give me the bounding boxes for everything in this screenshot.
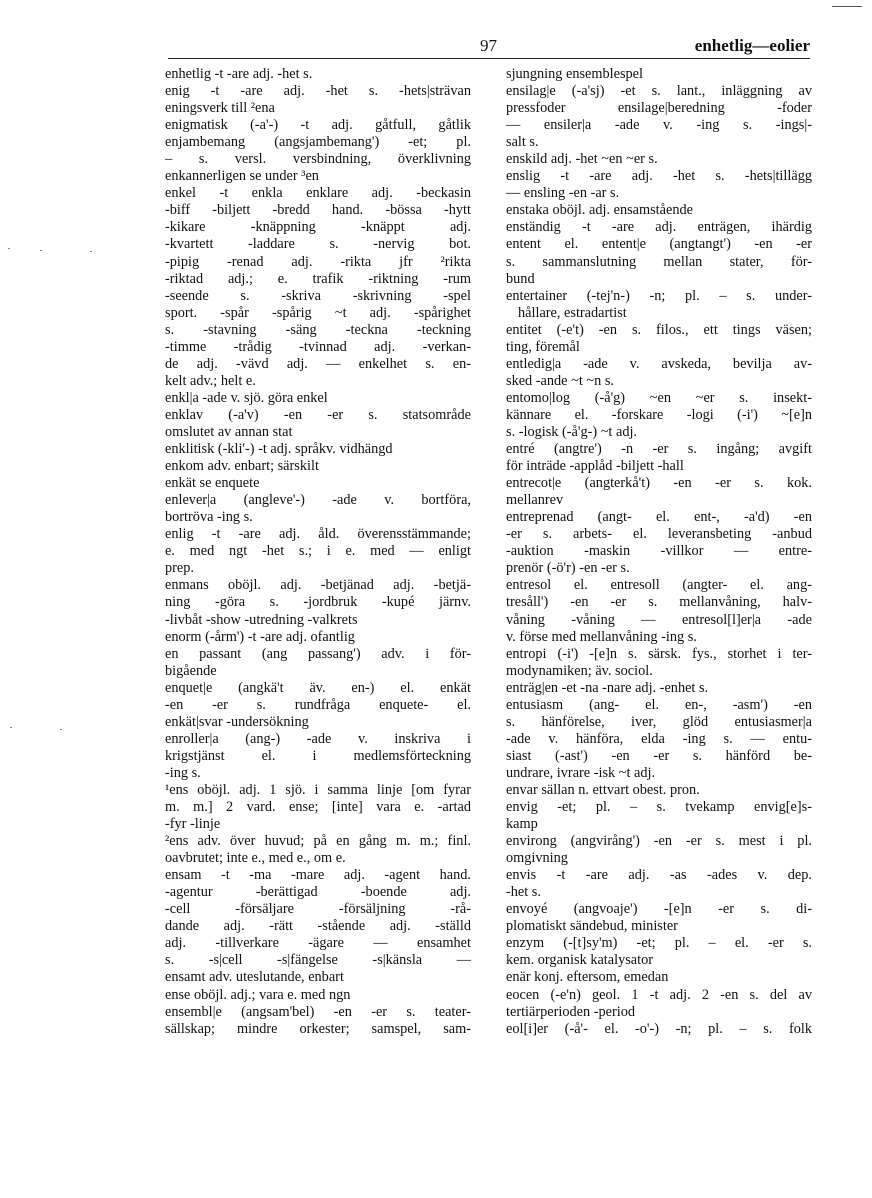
dictionary-line: enmans oböjl. adj. -betjänad adj. -betjä- (165, 577, 471, 594)
dictionary-line: — ensling -en -ar s. (506, 185, 620, 202)
dictionary-line: mellanrev (506, 492, 564, 509)
scan-speck (8, 248, 10, 249)
dictionary-line: enjambemang (angsjambemang') -et; pl. (165, 134, 471, 151)
dictionary-line: entropi (-i') -[e]n s. särsk. fys., storhet i ter- (506, 645, 812, 662)
dictionary-line: enkät|svar -undersökning (165, 713, 309, 730)
dictionary-line: omgivning (506, 850, 568, 867)
dictionary-line: enslig -t -are adj. -het s. -hets|tillägg (506, 168, 812, 185)
dictionary-line: -agentur -berättigad -boende adj. (165, 884, 471, 901)
dictionary-line: kem. organisk katalysator (506, 952, 654, 969)
dictionary-line: ensilag|e (-a'sj) -et s. lant., inläggning av (506, 83, 812, 100)
dictionary-line: -kvartett -laddare s. -nervig bot. (165, 236, 471, 253)
dictionary-line: e. med ngt -het s.; i e. med — enligt (165, 543, 471, 560)
scan-speck (40, 250, 42, 251)
running-head: enhetlig—eolier (694, 36, 810, 55)
dictionary-line: enorm (-årm') -t -are adj. ofantlig (165, 628, 355, 645)
dictionary-line: krigstjänst el. i medlemsförteckning (165, 747, 471, 764)
dictionary-line: tresåll') -en -er s. mellanvåning, halv- (506, 594, 812, 611)
dictionary-line: plomatiskt sändebud, minister (506, 918, 678, 935)
dictionary-line: envoyé (angvoaje') -[e]n -er s. di- (506, 901, 812, 918)
dictionary-line: pressfoder ensilage|beredning -foder (506, 100, 812, 117)
dictionary-line: -kikare -knäppning -knäppt adj. (165, 219, 471, 236)
dictionary-line: för inträde -applåd -biljett -hall (506, 458, 684, 475)
dictionary-line: – s. versl. versbindning, överklivning (165, 151, 471, 168)
dictionary-line: modynamiken; äv. sociol. (506, 662, 653, 679)
dictionary-line: ning -göra s. -jordbruk -kupé järnv. (165, 594, 471, 611)
dictionary-line: siast (-ast') -en -er s. hänförd be- (506, 747, 812, 764)
dictionary-line: environg (angvirång') -en -er s. mest i pl. (506, 833, 812, 850)
dictionary-line: bortröva -ing s. (165, 509, 253, 526)
dictionary-line: envar sällan n. ettvart obest. pron. (506, 781, 700, 798)
left-column (165, 66, 471, 1038)
dictionary-line: -het s. (506, 884, 541, 901)
dictionary-line: enklav (-a'v) -en -er s. statsområde (165, 406, 471, 423)
dictionary-line: entomo|log (-å'g) ~en ~er s. insekt- (506, 389, 812, 406)
dictionary-line: -ing s. (165, 764, 201, 781)
dictionary-line: -seende s. -skriva -skrivning -spel (165, 287, 471, 304)
dictionary-line: entitet (-e't) -en s. filos., ett tings väsen; (506, 321, 812, 338)
right-column (506, 66, 812, 1038)
dictionary-line: enklitisk (-kli'-) -t adj. språkv. vidhängd (165, 441, 393, 458)
dictionary-line: -timme -trådig -tvinnad adj. -verkan- (165, 338, 471, 355)
dictionary-line: -biff -biljett -bredd hand. -bössa -hytt (165, 202, 471, 219)
dictionary-line: kamp (506, 816, 538, 833)
dictionary-line: m. m.] 2 vard. ense; [inte] vara e. -artad (165, 799, 471, 816)
dictionary-line: s. hänförelse, iver, glöd entusiasmer|a (506, 713, 812, 730)
dictionary-line: enstaka oböjl. adj. ensamstående (506, 202, 693, 219)
dictionary-line: undrare, ivrare -isk ~t adj. (506, 764, 656, 781)
dictionary-line: enquet|e (angkä't äv. en-) el. enkät (165, 679, 471, 696)
dictionary-line: ting, föremål (506, 338, 580, 355)
dictionary-line: de adj. -vävd adj. — enkelhet s. en- (165, 355, 471, 372)
dictionary-line: enär konj. eftersom, emedan (506, 969, 669, 986)
dictionary-line: v. förse med mellanvåning -ing s. (506, 628, 697, 645)
dictionary-line: enlig -t -are adj. åld. överensstämmande; (165, 526, 471, 543)
dictionary-line: s. -stavning -säng -teckna -teckning (165, 321, 471, 338)
dictionary-line: ensamt adv. uteslutande, enbart (165, 969, 344, 986)
dictionary-line: entreprenad (angt- el. ent-, -a'd) -en (506, 509, 812, 526)
dictionary-line: entusiasm (ang- el. en-, -asm') -en (506, 696, 812, 713)
dictionary-line: entré (angtre') -n -er s. ingång; avgift (506, 441, 812, 458)
dictionary-line: kännare el. -forskare -logi (-i') ~[e]n (506, 406, 812, 423)
dictionary-line: entertainer (-tej'n-) -n; pl. – s. under- (506, 287, 812, 304)
dictionary-line: enhetlig -t -are adj. -het s. (165, 66, 313, 82)
dictionary-line: ²ens adv. över huvud; på en gång m. m.; finl. (165, 833, 471, 850)
dictionary-line: s. -s|cell -s|fängelse -s|känsla — (165, 952, 471, 969)
dictionary-line: ense oböjl. adj.; vara e. med ngn (165, 986, 351, 1003)
dictionary-line: våning -våning — entresol[l]er|a -ade (506, 611, 812, 628)
dictionary-line: adj. -tillverkare -ägare — ensamhet (165, 935, 471, 952)
dictionary-line: eol[i]er (-å'- el. -o'-) -n; pl. – s. folk (506, 1020, 812, 1037)
header-rule (168, 58, 810, 59)
dictionary-line: -fyr -linje (165, 816, 221, 833)
dictionary-line: enig -t -are adj. -het s. -hets|strävan (165, 83, 471, 100)
dictionary-line: enroller|a (ang-) -ade v. inskriva i (165, 730, 471, 747)
dictionary-line: prep. (165, 560, 194, 577)
dictionary-line: sällskap; mindre orkester; samspel, sam- (165, 1020, 471, 1037)
dictionary-line: hållare, estradartist (518, 304, 627, 321)
page-header (168, 34, 810, 56)
dictionary-line: envig -et; pl. – s. tvekamp envig[e]s- (506, 799, 812, 816)
dictionary-line: enskild adj. -het ~en ~er s. (506, 151, 658, 168)
dictionary-line: enigmatisk (-a'-) -t adj. gåtfull, gåtlik (165, 117, 471, 134)
dictionary-line: enkät se enquete (165, 475, 260, 492)
corner-mark (832, 6, 862, 7)
dictionary-line: ensam -t -ma -mare adj. -agent hand. (165, 867, 471, 884)
dictionary-line: dande adj. -rätt -stående adj. -ställd (165, 918, 471, 935)
dictionary-line: s. sammanslutning mellan stater, för- (506, 253, 812, 270)
dictionary-line: sport. -spår -spårig ~t adj. -spårighet (165, 304, 471, 321)
dictionary-line: — ensiler|a -ade v. -ing s. -ings|- (506, 117, 812, 134)
dictionary-line: enlever|a (angleve'-) -ade v. bortföra, (165, 492, 471, 509)
dictionary-line: salt s. (506, 134, 539, 151)
dictionary-line: enträg|en -et -na -nare adj. -enhet s. (506, 679, 709, 696)
dictionary-line: entrecot|e (angterkå't) -en -er s. kok. (506, 475, 812, 492)
dictionary-line: oavbrutet; inte e., med e., om e. (165, 850, 346, 867)
dictionary-line: ¹ens oböjl. adj. 1 sjö. i samma linje [om fyrar (165, 781, 471, 798)
dictionary-line: enkel -t enkla enklare adj. -beckasin (165, 185, 471, 202)
dictionary-line: tertiärperioden -period (506, 1003, 636, 1020)
page-number: 97 (480, 36, 497, 55)
dictionary-line: -pipig -renad adj. -rikta jfr ²rikta (165, 253, 471, 270)
scan-speck (10, 727, 12, 728)
dictionary-line: -ade v. hänföra, elda -ing s. — entu- (506, 730, 812, 747)
dictionary-line: enkom adv. enbart; särskilt (165, 458, 319, 475)
dictionary-line: -en -er s. rundfråga enquete- el. (165, 696, 471, 713)
dictionary-line: -livbåt -show -utredning -valkrets (165, 611, 358, 628)
dictionary-line: entledig|a -ade v. avskeda, bevilja av- (506, 355, 812, 372)
dictionary-line: enzym (-[t]sy'm) -et; pl. – el. -er s. (506, 935, 812, 952)
dictionary-line: entent el. entent|e (angtangt') -en -er (506, 236, 812, 253)
dictionary-line: sjungning ensemblespel (506, 66, 643, 82)
dictionary-line: -cell -försäljare -försäljning -rå- (165, 901, 471, 918)
dictionary-line: enkl|a -ade v. sjö. göra enkel (165, 389, 328, 406)
dictionary-line: -er s. arbets- el. leveransbeting -anbud (506, 526, 812, 543)
dictionary-line: prenör (-ö'r) -en -er s. (506, 560, 630, 577)
dictionary-line: eningsverk till ²ena (165, 100, 275, 117)
scan-speck (60, 729, 62, 730)
dictionary-line: entresol el. entresoll (angter- el. ang- (506, 577, 812, 594)
dictionary-line: ensembl|e (angsam'bel) -en -er s. teater- (165, 1003, 471, 1020)
dictionary-line: en passant (ang passang') adv. i för- (165, 645, 471, 662)
dictionary-line: bund (506, 270, 535, 287)
dictionary-line: enkannerligen se under ³en (165, 168, 319, 185)
dictionary-line: envis -t -are adj. -as -ades v. dep. (506, 867, 812, 884)
dictionary-line: bigående (165, 662, 217, 679)
dictionary-line: eocen (-e'n) geol. 1 -t adj. 2 -en s. del av (506, 986, 812, 1003)
scan-speck (90, 251, 92, 252)
dictionary-line: omslutet av annan stat (165, 423, 293, 440)
dictionary-line: kelt adv.; helt e. (165, 372, 256, 389)
dictionary-line: s. -logisk (-å'g-) ~t adj. (506, 423, 638, 440)
dictionary-line: -auktion -maskin -villkor — entre- (506, 543, 812, 560)
dictionary-line: enständig -t -are adj. enträgen, ihärdig (506, 219, 812, 236)
dictionary-line: -riktad adj.; e. trafik -riktning -rum (165, 270, 471, 287)
dictionary-line: sked -ande ~t ~n s. (506, 372, 614, 389)
